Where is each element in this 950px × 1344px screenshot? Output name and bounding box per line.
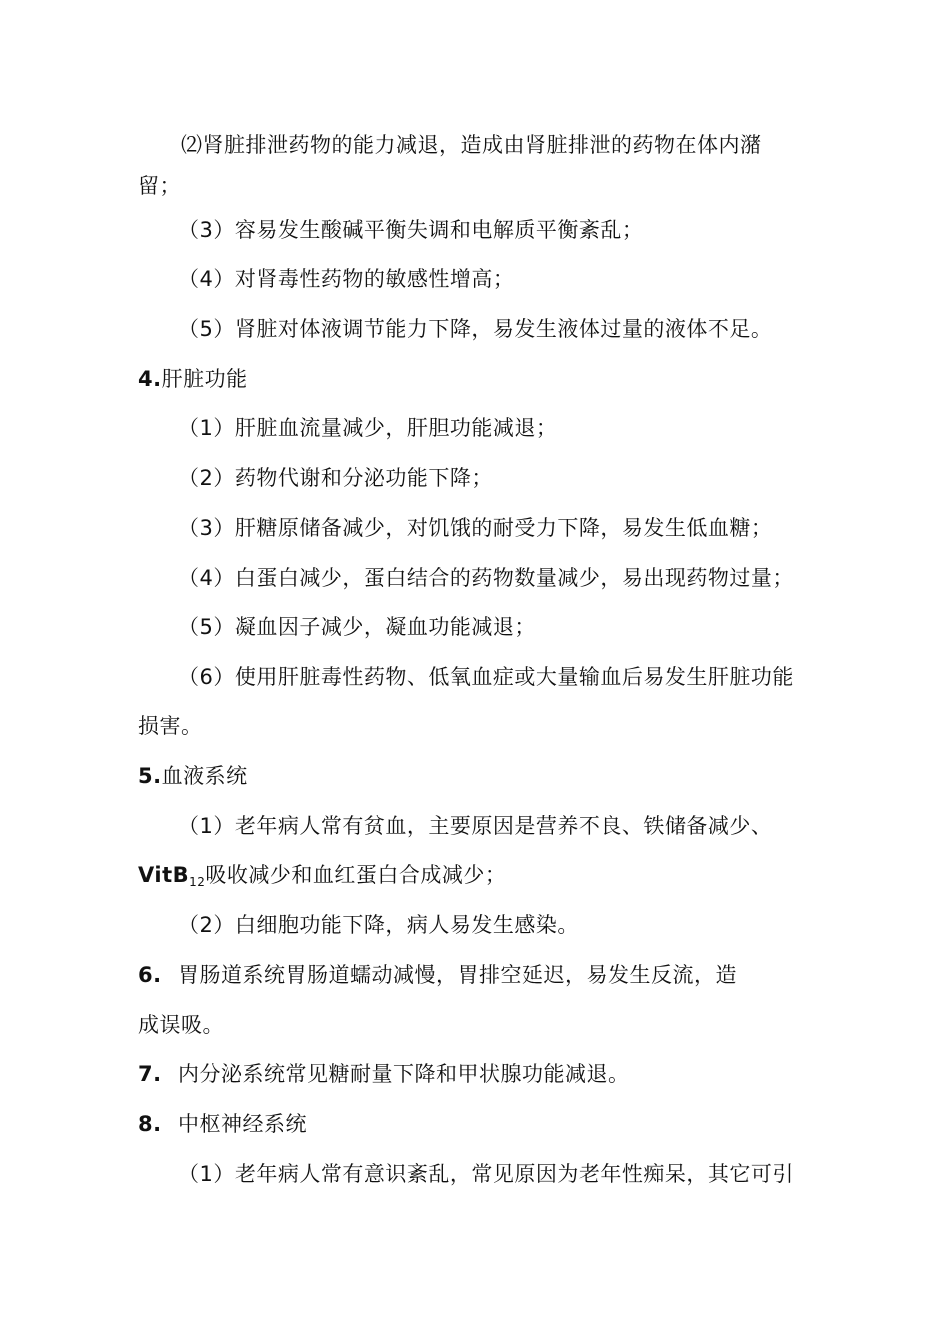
section-number: 4.: [138, 367, 162, 391]
list-item: （4）白蛋白减少，蛋白结合的药物数量减少，易出现药物过量；: [178, 566, 794, 590]
paragraph-line: 留；: [138, 174, 181, 198]
paragraph-line: ⑵肾脏排泄药物的能力减退，造成由肾脏排泄的药物在体内潴: [181, 133, 762, 157]
section-heading-7: [138, 1059, 630, 1089]
section-heading-6: [138, 960, 737, 990]
list-item: （3）肝糖原储备减少，对饥饿的耐受力下降，易发生低血糖；: [178, 516, 773, 540]
section-title: 肝脏功能: [161, 367, 248, 391]
list-item: （1）老年病人常有意识紊乱，常见原因为老年性痴呆，其它可引: [178, 1162, 794, 1186]
paragraph-line: [138, 860, 506, 893]
section-number: 6.: [138, 963, 162, 987]
section-heading-5: [138, 761, 248, 791]
list-item: （5）凝血因子减少，凝血功能减退；: [178, 615, 536, 639]
list-item: （4）对肾毒性药物的敏感性增高；: [178, 267, 515, 291]
section-number: 5.: [138, 764, 162, 788]
list-item: （2）药物代谢和分泌功能下降；: [178, 466, 493, 490]
section-number: 7.: [138, 1062, 162, 1086]
list-item: （1）老年病人常有贫血，主要原因是营养不良、铁储备减少、: [178, 814, 773, 838]
section-title: 中枢神经系统: [178, 1112, 307, 1136]
section-title: 胃肠道系统胃肠道蠕动减慢，胃排空延迟，易发生反流，造: [178, 963, 737, 987]
list-item: （3）容易发生酸碱平衡失调和电解质平衡紊乱；: [178, 218, 644, 242]
list-item: （5）肾脏对体液调节能力下降，易发生液体过量的液体不足。: [178, 317, 773, 341]
vitamin-name: VitB: [138, 863, 190, 887]
section-heading-8: [138, 1109, 307, 1139]
paragraph-line: 成误吸。: [138, 1013, 224, 1037]
section-title: 血液系统: [161, 764, 248, 788]
section-heading-4: [138, 364, 248, 394]
section-title: 内分泌系统常见糖耐量下降和甲状腺功能减退。: [178, 1062, 630, 1086]
vitamin-subscript: 12: [189, 875, 206, 889]
paragraph-line: 损害。: [138, 714, 203, 738]
section-number: 8.: [138, 1112, 162, 1136]
list-item: （6）使用肝脏毒性药物、低氧血症或大量输血后易发生肝脏功能: [178, 665, 794, 689]
list-item: （1）肝脏血流量减少，肝胆功能减退；: [178, 416, 558, 440]
list-item: （2）白细胞功能下降，病人易发生感染。: [178, 913, 579, 937]
line-text: 吸收减少和血红蛋白合成减少；: [205, 863, 507, 887]
